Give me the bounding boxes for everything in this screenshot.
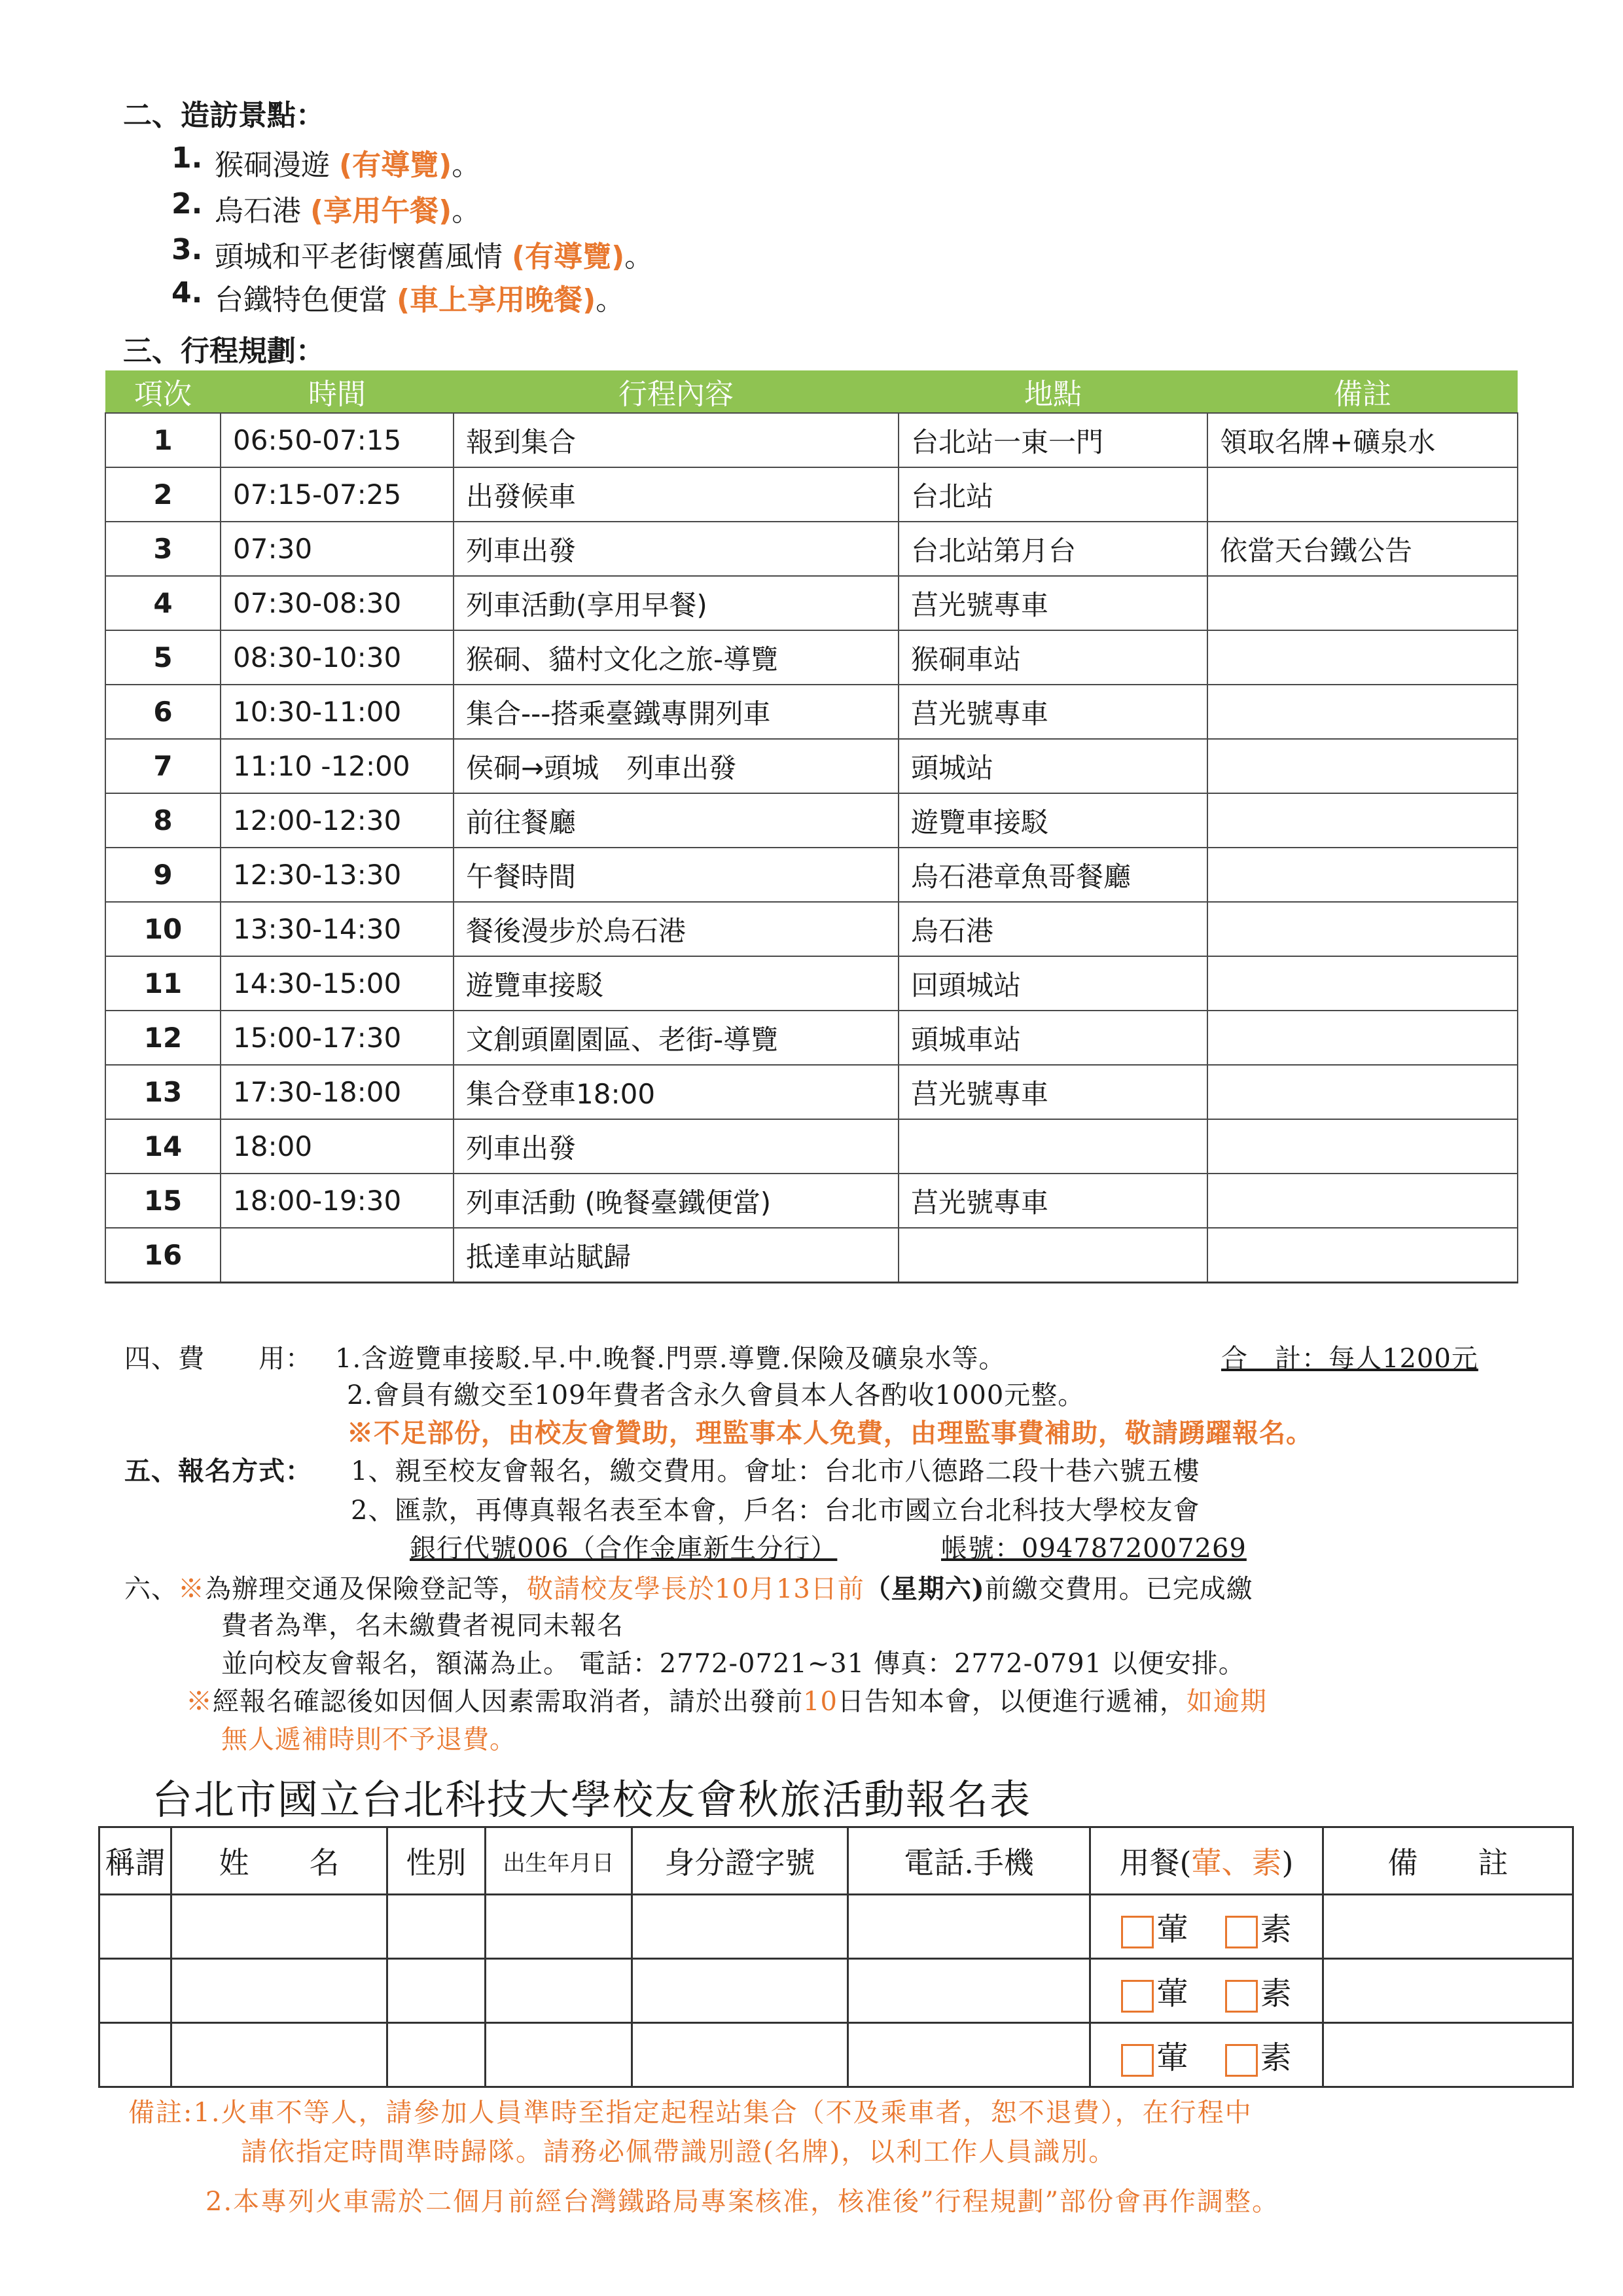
meal-meat-option[interactable]: [1121, 1968, 1188, 2013]
input-name-cell[interactable]: [171, 2023, 387, 2087]
signup-label: 五、報名方式：: [124, 1456, 312, 1486]
meal-meat-label: 葷: [1191, 1845, 1222, 1880]
visit-item: [171, 141, 480, 183]
signup-line2: 2、匯款，再傳真報名表至本會，戶名：台北市國立台北科技大學校友會: [351, 1496, 1200, 1526]
col-header-time: 時間: [221, 370, 454, 413]
itinerary-table: [105, 370, 1518, 1283]
notice-l4-mark: ※: [186, 1687, 213, 1717]
col-header-content: 行程內容: [454, 370, 899, 413]
visit-item-text: 烏石港: [215, 194, 301, 228]
visit-item-num: 2.: [171, 187, 203, 221]
cell-no: 6: [105, 685, 221, 739]
cell-content: 文創頭圍園區、老街-導覽: [454, 1011, 899, 1065]
cell-note: [1207, 576, 1518, 630]
notice-line1: [124, 1568, 1253, 1605]
cell-no: 4: [105, 576, 221, 630]
visit-item-note: (車上享用晚餐): [397, 283, 596, 317]
registration-header-row: [99, 1827, 1573, 1895]
cell-note: [1207, 1119, 1518, 1174]
visit-item: [171, 187, 480, 229]
cell-time: 07:30: [221, 522, 454, 576]
table-row: [105, 630, 1518, 685]
meal-choice-cell: [1090, 1959, 1323, 2023]
notice-l4d: 如逾期: [1186, 1687, 1267, 1717]
input-phone-cell[interactable]: [848, 1959, 1090, 2023]
cell-content: 列車活動 (晚餐臺鐵便當): [454, 1174, 899, 1228]
cell-content: 午餐時間: [454, 848, 899, 902]
notice-l4c: 日告知本會，以便進行遞補，: [837, 1687, 1186, 1717]
meal-option-label: 素: [1260, 2039, 1292, 2076]
meal-veg-option[interactable]: [1225, 1904, 1292, 1949]
fees-line1: 1.含遊覽車接駁.早.中.晚餐.門票.導覽.保險及礦泉水等。: [335, 1344, 1006, 1374]
notice-deadline: 敬請校友學長於10月13日前: [527, 1574, 865, 1604]
cell-no: 9: [105, 848, 221, 902]
checkbox-icon[interactable]: [1121, 1916, 1154, 1948]
visit-item-text: 頭城和平老街懷舊風情: [215, 240, 503, 274]
cell-place: 莒光號專車: [899, 685, 1207, 739]
col-header-name: 姓 名: [171, 1827, 387, 1895]
cell-content: 列車出發: [454, 522, 899, 576]
col-header-gender: 性別: [387, 1827, 486, 1895]
cell-place: 猴硐車站: [899, 630, 1207, 685]
fees-total: 合 計：每人1200元: [1221, 1344, 1478, 1374]
cell-note: [1207, 685, 1518, 739]
cell-note: [1207, 793, 1518, 848]
cell-no: 13: [105, 1065, 221, 1119]
visit-item-text: 台鐵特色便當: [215, 283, 387, 317]
visit-item-end: 。: [452, 194, 481, 228]
table-row: [105, 739, 1518, 793]
visit-item-end: 。: [596, 283, 625, 317]
col-header-title: 稱謂: [99, 1827, 171, 1895]
visit-item-note: (享用午餐): [310, 194, 452, 228]
col-header-remarks: 備 註: [1323, 1827, 1573, 1895]
cell-place: [899, 1119, 1207, 1174]
cell-time: 06:50-07:15: [221, 413, 454, 467]
notice-l1a: 為辦理交通及保險登記等，: [205, 1574, 527, 1604]
cell-no: 3: [105, 522, 221, 576]
itinerary-heading: 三、行程規劃：: [123, 334, 325, 368]
meal-option-label: 素: [1260, 1975, 1292, 2012]
meal-sep: 、: [1221, 1845, 1252, 1880]
cell-note: [1207, 1011, 1518, 1065]
cell-time: 13:30-14:30: [221, 902, 454, 956]
cell-place: 遊覽車接駁: [899, 793, 1207, 848]
cell-note: [1207, 739, 1518, 793]
remarks-line1: 備註:1.火車不等人，請參加人員準時至指定起程站集合（不及乘車者，恕不退費），在行程中: [128, 2098, 1253, 2128]
input-title-cell[interactable]: [99, 2023, 171, 2087]
notice-prefix: 六、: [124, 1574, 178, 1604]
cell-no: 7: [105, 739, 221, 793]
table-row: [105, 1174, 1518, 1228]
cell-time: 15:00-17:30: [221, 1011, 454, 1065]
visit-item-num: 3.: [171, 233, 203, 266]
itinerary-header-row: [105, 370, 1518, 413]
cell-content: 集合---搭乘臺鐵專開列車: [454, 685, 899, 739]
meal-option-label: 葷: [1156, 2039, 1188, 2076]
cell-note: [1207, 630, 1518, 685]
cell-place: [899, 1228, 1207, 1283]
notice-l4b: 10: [803, 1687, 838, 1717]
cell-place: 頭城車站: [899, 1011, 1207, 1065]
cell-no: 11: [105, 956, 221, 1011]
input-name-cell[interactable]: [171, 1895, 387, 1959]
visit-item-end: 。: [624, 240, 654, 274]
visit-item-end: 。: [452, 149, 481, 182]
meal-choice-cell: [1090, 2023, 1323, 2087]
input-name-cell[interactable]: [171, 1959, 387, 2023]
cell-place: 回頭城站: [899, 956, 1207, 1011]
input-birth-cell[interactable]: [486, 1959, 632, 2023]
table-row: [105, 522, 1518, 576]
cell-no: 5: [105, 630, 221, 685]
cell-no: 16: [105, 1228, 221, 1283]
input-birth-cell[interactable]: [486, 1895, 632, 1959]
input-gender-cell[interactable]: [387, 1895, 486, 1959]
signup-bank: 銀行代號006（合作金庫新生分行）: [410, 1534, 838, 1564]
cell-content: 遊覽車接駁: [454, 956, 899, 1011]
visit-item-text: 猴硐漫遊: [215, 149, 330, 182]
fees-line3: ※不足部份，由校友會贊助，理監事本人免費，由理監事費補助，敬請踴躍報名。: [347, 1418, 1313, 1448]
table-row: [105, 685, 1518, 739]
table-row: [105, 793, 1518, 848]
col-header-meal: [1090, 1827, 1323, 1895]
input-gender-cell[interactable]: [387, 1959, 486, 2023]
fees-label: 四、費 用：: [124, 1344, 312, 1374]
meal-suffix: ): [1281, 1845, 1294, 1880]
fees-line2: 2.會員有繳交至109年費者含永久會員本人各酌收1000元整。: [347, 1380, 1085, 1410]
remarks-line3: 2.本專列火車需於二個月前經台灣鐵路局專案核准，核准後”行程規劃”部份會再作調整。: [205, 2187, 1280, 2217]
cell-content: 列車活動(享用早餐): [454, 576, 899, 630]
cell-note: [1207, 1228, 1518, 1283]
registration-row: [99, 1959, 1573, 2023]
input-phone-cell[interactable]: [848, 2023, 1090, 2087]
col-header-no: 項次: [105, 370, 221, 413]
cell-content: 集合登車18:00: [454, 1065, 899, 1119]
input-remarks-cell[interactable]: [1323, 2023, 1573, 2087]
table-row: [105, 1228, 1518, 1283]
cell-place: 台北站: [899, 467, 1207, 522]
notice-l1d: 前繳交費用。已完成繳: [984, 1574, 1253, 1604]
cell-content: 侯硐→頭城 列車出發: [454, 739, 899, 793]
table-row: [105, 413, 1518, 467]
notice-weekday: （星期六): [864, 1573, 985, 1604]
col-header-birth: 出生年月日: [486, 1827, 632, 1895]
table-row: [105, 1011, 1518, 1065]
notice-mark: ※: [178, 1574, 205, 1604]
input-gender-cell[interactable]: [387, 2023, 486, 2087]
table-row: [105, 1065, 1518, 1119]
cell-no: 8: [105, 793, 221, 848]
cell-time: 08:30-10:30: [221, 630, 454, 685]
visit-item-num: 1.: [171, 141, 203, 175]
cell-note: [1207, 956, 1518, 1011]
input-phone-cell[interactable]: [848, 1895, 1090, 1959]
registration-row: [99, 1895, 1573, 1959]
itinerary-body: [105, 413, 1518, 1283]
cell-content: 前往餐廳: [454, 793, 899, 848]
registration-row: [99, 2023, 1573, 2087]
input-id-cell[interactable]: [632, 1895, 848, 1959]
notice-line4: [186, 1681, 1267, 1718]
meal-veg-option[interactable]: [1225, 1968, 1292, 2013]
cell-note: [1207, 848, 1518, 902]
notice-line5: 無人遞補時則不予退費。: [221, 1725, 516, 1755]
cell-place: 莒光號專車: [899, 1065, 1207, 1119]
cell-content: 抵達車站賦歸: [454, 1228, 899, 1283]
visit-item: [171, 233, 653, 275]
form-title: 台北市國立台北科技大學校友會秋旅活動報名表: [152, 1776, 1032, 1823]
visit-item-note: (有導覽): [512, 240, 625, 274]
remarks-line2: 請依指定時間準時歸隊。請務必佩帶識別證(名牌)，以利工作人員識別。: [241, 2137, 1116, 2167]
input-id-cell[interactable]: [632, 2023, 848, 2087]
col-header-note: 備註: [1207, 370, 1518, 413]
checkbox-icon[interactable]: [1121, 1980, 1154, 2013]
cell-place: 烏石港章魚哥餐廳: [899, 848, 1207, 902]
table-row: [105, 467, 1518, 522]
cell-content: 餐後漫步於烏石港: [454, 902, 899, 956]
cell-place: 台北站一東一門: [899, 413, 1207, 467]
cell-time: 10:30-11:00: [221, 685, 454, 739]
meal-meat-option[interactable]: [1121, 1904, 1188, 1949]
checkbox-icon[interactable]: [1121, 2044, 1154, 2077]
col-header-phone: 電話.手機: [848, 1827, 1090, 1895]
checkbox-icon[interactable]: [1225, 1916, 1258, 1948]
table-row: [105, 576, 1518, 630]
cell-place: 烏石港: [899, 902, 1207, 956]
notice-line3: 並向校友會報名，額滿為止。 電話：2772-0721~31 傳真：2772-0791 以便安排。: [221, 1649, 1245, 1679]
table-row: [105, 902, 1518, 956]
cell-no: 14: [105, 1119, 221, 1174]
cell-place: 台北站第月台: [899, 522, 1207, 576]
visits-heading: 二、造訪景點：: [123, 99, 325, 132]
cell-note: [1207, 1174, 1518, 1228]
cell-note: [1207, 467, 1518, 522]
cell-note: [1207, 1065, 1518, 1119]
table-row: [105, 848, 1518, 902]
visit-item: [171, 276, 624, 318]
notice-l4a: 經報名確認後如因個人因素需取消者，請於出發前: [213, 1687, 803, 1717]
cell-no: 1: [105, 413, 221, 467]
registration-body: [99, 1895, 1573, 2087]
checkbox-icon[interactable]: [1225, 2044, 1258, 2077]
cell-note: [1207, 902, 1518, 956]
visit-item-note: (有導覽): [339, 149, 452, 182]
table-row: [105, 956, 1518, 1011]
cell-content: 報到集合: [454, 413, 899, 467]
input-id-cell[interactable]: [632, 1959, 848, 2023]
cell-time: 11:10 -12:00: [221, 739, 454, 793]
cell-time: 17:30-18:00: [221, 1065, 454, 1119]
signup-line1: 1、親至校友會報名，繳交費用。會址：台北市八德路二段十巷六號五樓: [351, 1456, 1200, 1486]
table-row: [105, 1119, 1518, 1174]
cell-place: 莒光號專車: [899, 1174, 1207, 1228]
cell-note: 領取名牌+礦泉水: [1207, 413, 1518, 467]
input-title-cell[interactable]: [99, 1959, 171, 2023]
meal-option-label: 葷: [1156, 1911, 1188, 1948]
cell-time: 07:15-07:25: [221, 467, 454, 522]
checkbox-icon[interactable]: [1225, 1980, 1258, 2013]
meal-choice-cell: [1090, 1895, 1323, 1959]
cell-no: 2: [105, 467, 221, 522]
notice-line2: 費者為準，名未繳費者視同未報名: [221, 1611, 624, 1641]
cell-no: 12: [105, 1011, 221, 1065]
meal-veg-label: 素: [1251, 1845, 1282, 1880]
cell-place: 頭城站: [899, 739, 1207, 793]
cell-no: 15: [105, 1174, 221, 1228]
registration-table: [98, 1826, 1574, 2088]
meal-option-label: 素: [1260, 1911, 1292, 1948]
visit-item-num: 4.: [171, 276, 203, 310]
cell-time: 12:30-13:30: [221, 848, 454, 902]
cell-content: 猴硐、貓村文化之旅-導覽: [454, 630, 899, 685]
meal-meat-option[interactable]: [1121, 2032, 1188, 2077]
meal-prefix: 用餐(: [1119, 1845, 1192, 1880]
cell-no: 10: [105, 902, 221, 956]
meal-option-label: 葷: [1156, 1975, 1188, 2012]
cell-note: 依當天台鐵公告: [1207, 522, 1518, 576]
cell-time: 18:00: [221, 1119, 454, 1174]
cell-time: 12:00-12:30: [221, 793, 454, 848]
input-birth-cell[interactable]: [486, 2023, 632, 2087]
input-remarks-cell[interactable]: [1323, 1959, 1573, 2023]
cell-content: 列車出發: [454, 1119, 899, 1174]
cell-time: [221, 1228, 454, 1283]
cell-content: 出發候車: [454, 467, 899, 522]
col-header-place: 地點: [899, 370, 1207, 413]
cell-time: 07:30-08:30: [221, 576, 454, 630]
meal-veg-option[interactable]: [1225, 2032, 1292, 2077]
col-header-id: 身分證字號: [632, 1827, 848, 1895]
cell-time: 18:00-19:30: [221, 1174, 454, 1228]
signup-account: 帳號：0947872007269: [941, 1534, 1247, 1564]
input-remarks-cell[interactable]: [1323, 1895, 1573, 1959]
cell-time: 14:30-15:00: [221, 956, 454, 1011]
cell-place: 莒光號專車: [899, 576, 1207, 630]
input-title-cell[interactable]: [99, 1895, 171, 1959]
